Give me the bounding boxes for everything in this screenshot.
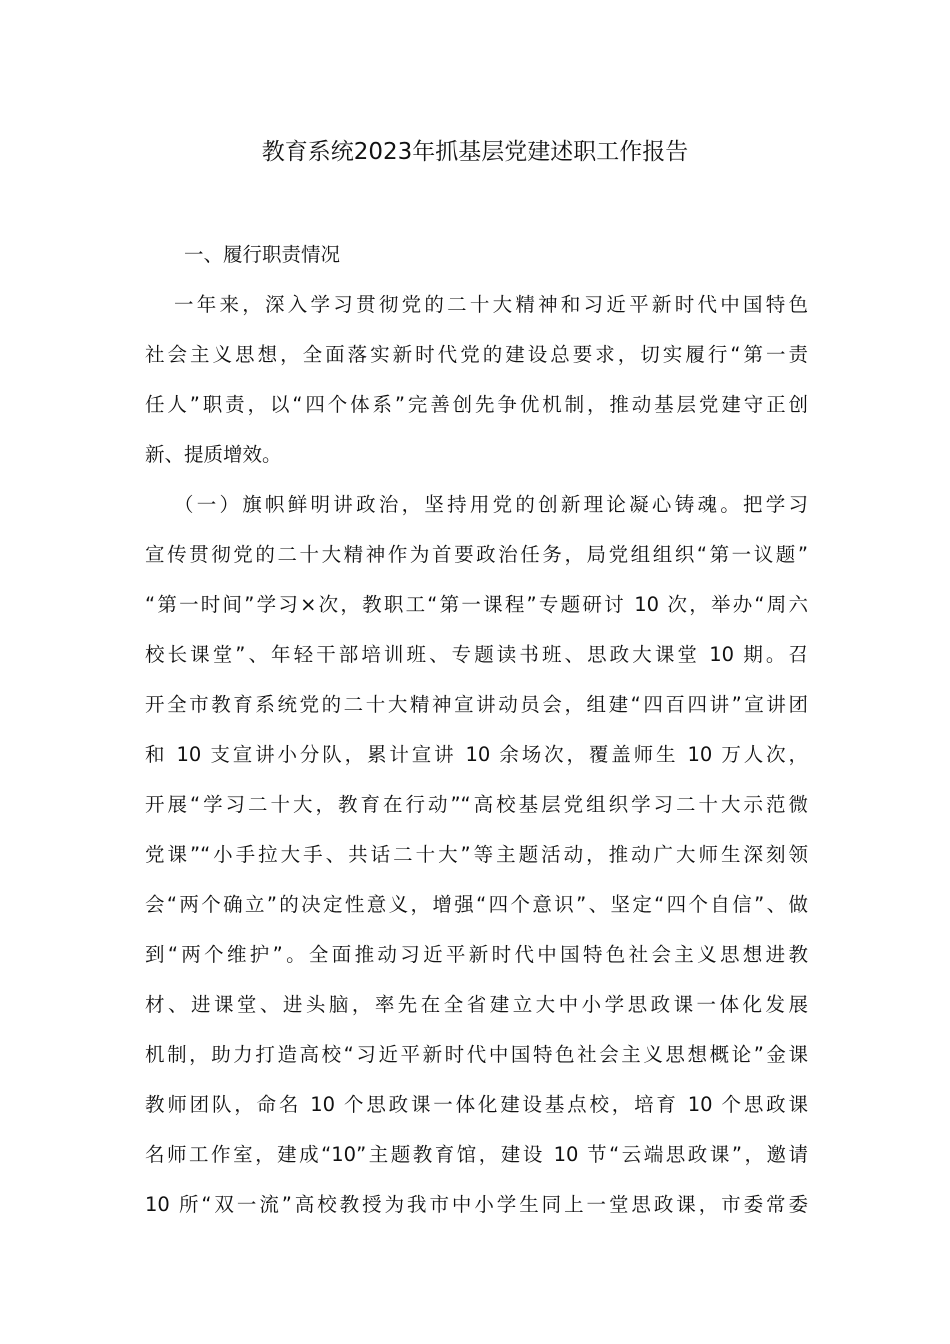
text-line: （一）旗帜鲜明讲政治，坚持用党的创新理论凝心铸魂。把学习 [174,493,808,516]
text-line: 开展“学习二十大，教育在行动”“高校基层党组织学习二十大示范微 [145,793,808,816]
text-line: 到“两个维护”。全面推动习近平新时代中国特色社会主义思想进教 [145,943,808,966]
text-line: 会“两个确立”的决定性意义，增强“四个意识”、坚定“四个自信”、做 [145,893,808,916]
document-body [145,230,808,1230]
text-line: 名师工作室，建成“10”主题教育馆，建设 10 节“云端思政课”，邀请 [145,1143,808,1166]
text-line: 社会主义思想，全面落实新时代党的建设总要求，切实履行“第一责 [145,343,808,366]
point-1-paragraph [145,480,808,1230]
text-line: 教师团队，命名 10 个思政课一体化建设基点校，培育 10 个思政课 [145,1093,808,1116]
section-heading-1: 一、履行职责情况 [184,243,341,266]
text-line: 一年来，深入学习贯彻党的二十大精神和习近平新时代中国特色 [174,293,808,316]
text-line: 机制，助力打造高校“习近平新时代中国特色社会主义思想概论”金课 [145,1043,808,1066]
text-line: 党课”“小手拉大手、共话二十大”等主题活动，推动广大师生深刻领 [145,843,808,866]
text-line: “第一时间”学习×次，教职工“第一课程”专题研讨 10 次，举办“周六 [145,593,808,616]
document-title: 教育系统2023年抓基层党建述职工作报告 [261,139,689,165]
text-line: 宣传贯彻党的二十大精神作为首要政治任务，局党组组织“第一议题” [145,543,808,566]
text-line: 校长课堂”、年轻干部培训班、专题读书班、思政大课堂 10 期。召 [145,643,808,666]
text-line: 和 10 支宣讲小分队，累计宣讲 10 余场次，覆盖师生 10 万人次， [145,743,808,766]
intro-paragraph [145,280,808,480]
text-line: 开全市教育系统党的二十大精神宣讲动员会，组建“四百四讲”宣讲团 [145,693,808,716]
text-line: 新、提质增效。 [145,443,282,466]
text-line: 材、进课堂、进头脑，率先在全省建立大中小学思政课一体化发展 [145,993,808,1016]
text-line: 任人”职责，以“四个体系”完善创先争优机制，推动基层党建守正创 [145,393,808,416]
text-line: 10 所“双一流”高校教授为我市中小学生同上一堂思政课，市委常委 [145,1193,808,1216]
